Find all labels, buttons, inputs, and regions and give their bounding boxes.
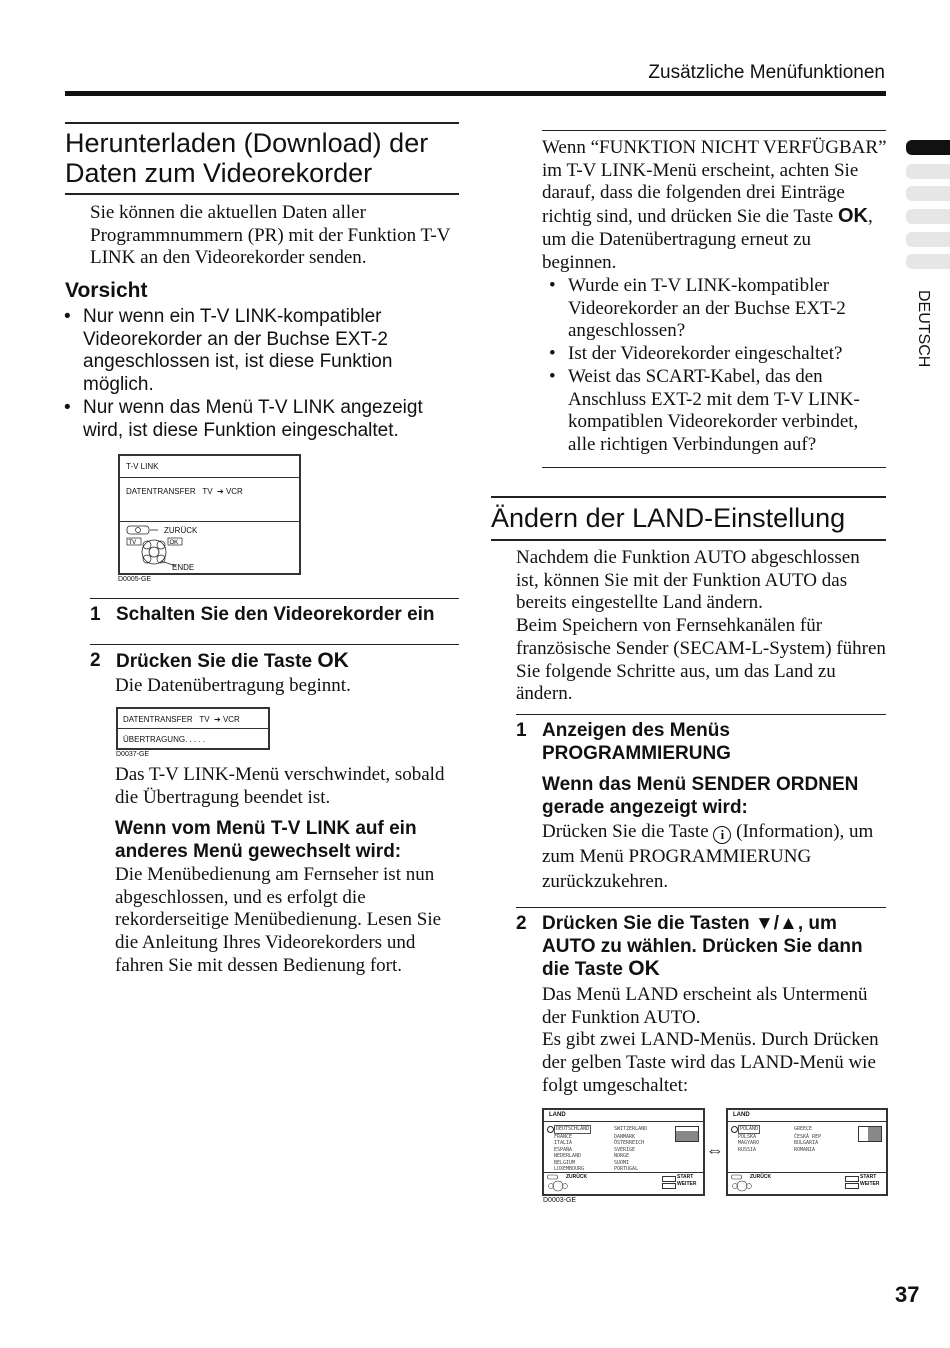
arrow-right-icon: ➔ bbox=[214, 715, 221, 724]
land-list-col2: SWITZERLAND DANMARK ÖSTERREICH SVERIGE NORGE SUOMI PORTUGAL bbox=[614, 1126, 648, 1172]
ok-key-label: OK bbox=[317, 649, 349, 672]
menu-title: LAND bbox=[733, 1112, 750, 1118]
step-rule bbox=[90, 598, 459, 599]
heading-rule-top bbox=[65, 122, 459, 124]
color-key-icon bbox=[845, 1176, 859, 1182]
down-up-arrows-icon: ▼/▲ bbox=[754, 913, 798, 934]
header-rule bbox=[65, 91, 886, 96]
menu-back-label: ZURÜCK bbox=[566, 1174, 588, 1180]
menu-divider bbox=[544, 1172, 703, 1173]
heading-rule-top bbox=[491, 496, 886, 498]
section-tab bbox=[906, 232, 950, 247]
right-intro: Nachdem die Funktion AUTO abgeschlossen ist, können Sie mit der Funktion AUTO das bereits eingestellte Land ändern. Beim Speichern von Fernsehkanälen für französische Sender (SECAM-L-System) führen Sie folgende Schritte aus, um das Land zu ändern. bbox=[516, 547, 886, 705]
menu-title: T-V LINK bbox=[126, 462, 159, 471]
figure-code: D0005-GE bbox=[118, 576, 152, 583]
right-step-1: 1 Anzeigen des Menüs PROGRAMMIERUNG bbox=[516, 720, 731, 764]
note-text: Wenn “FUNKTION NICHT VERFÜGBAR” im T-V LINK-Menü erscheint, achten Sie darauf, dass die folgenden drei Einträge richtig sind, und drücken Sie die Taste OK, um die Datenübertragung erneut zu beginnen. bbox=[542, 137, 887, 273]
section-tab bbox=[906, 164, 950, 179]
land-menu-screen-a bbox=[542, 1108, 705, 1196]
info-icon: i bbox=[713, 826, 731, 844]
color-key-icon bbox=[845, 1183, 859, 1189]
page-indicator-icon bbox=[675, 1126, 699, 1142]
menu-status: ÜBERTRAGUNG. . . . . bbox=[123, 735, 206, 744]
swap-arrows-icon: ⇔ bbox=[706, 1140, 724, 1160]
heading-rule-bottom bbox=[491, 539, 886, 541]
menu-divider bbox=[118, 728, 268, 729]
menu-title: LAND bbox=[549, 1112, 566, 1118]
note-item: • Weist das SCART-Kabel, das den Anschluss EXT-2 mit dem T-V LINK-kompatiblen Videorekorder verbindet, alle richtigen Verbindungen auf? bbox=[549, 366, 887, 457]
section-tab bbox=[906, 209, 950, 224]
svg-text:OK: OK bbox=[169, 540, 179, 546]
note-item: • Ist der Videorekorder eingeschaltet? bbox=[549, 343, 887, 366]
left-step-2: 2 Drücken Sie die Taste OK bbox=[90, 649, 349, 672]
transfer-menu-screen bbox=[116, 707, 270, 750]
menu-divider bbox=[728, 1172, 886, 1173]
section-tab bbox=[906, 186, 950, 201]
right-step-1-subheading: Wenn das Menü SENDER ORDNEN gerade angezeigt wird: bbox=[542, 774, 859, 818]
step-rule bbox=[516, 714, 886, 715]
land-list-col1: POLAND POLSKA MAGYARO RUSSIA bbox=[738, 1126, 760, 1153]
menu-row: DATENTRANSFER TV ➔ VCR bbox=[126, 487, 243, 496]
menu-next-label: WEITER bbox=[677, 1181, 697, 1187]
left-after-menu: Das T-V LINK-Menü verschwindet, sobald die Übertragung beendet ist. bbox=[115, 764, 445, 808]
svg-text:TV: TV bbox=[128, 540, 137, 546]
left-step-2-sub: Die Datenübertragung beginnt. bbox=[115, 675, 351, 696]
menu-start-label: START bbox=[677, 1174, 694, 1180]
caution-item: • Nur wenn ein T-V LINK-kompatibler Videorekorder an der Buchse EXT-2 angeschlossen ist, ist diese Funktion möglich. bbox=[64, 306, 456, 397]
right-step-2-sub: Das Menü LAND erscheint als Untermenü der Funktion AUTO. Es gibt zwei LAND-Menüs. Durch Drücken der gelben Taste wird das LAND-Menü wie folgt umgeschaltet: bbox=[542, 984, 879, 1096]
right-step-1-subtext: Drücken Sie die Taste i (Information), um zum Menü PROGRAMMIERUNG zurückzukehren. bbox=[542, 821, 874, 892]
menu-divider bbox=[120, 477, 299, 478]
step-rule bbox=[516, 907, 886, 908]
note-rule-bottom bbox=[542, 467, 886, 468]
menu-divider bbox=[120, 521, 299, 522]
tvlink-menu-screen bbox=[118, 454, 301, 575]
land-list-col2: GREECE ČESKÁ REP BULGARIA ROMANIA bbox=[794, 1126, 822, 1153]
land-list-col1: DEUTSCHLAND FRANCE ITALIA ESPAÑA NEDERLAND BELGIUM LUXEMBOURG bbox=[554, 1126, 590, 1172]
menu-next-label: WEITER bbox=[860, 1181, 880, 1187]
step-rule bbox=[90, 644, 459, 645]
menu-back-label: ZURÜCK bbox=[164, 526, 198, 535]
switch-text: Die Menübedienung am Fernseher ist nun abgeschlossen, und es erfolgt die rekorderseitige Menübedienung. Lesen Sie die Anleitung Ihres Videorekorders und fahren Sie mit dessen Bedienung fort. bbox=[115, 864, 442, 976]
caution-item: • Nur wenn das Menü T-V LINK angezeigt wird, ist diese Funktion eingeschaltet. bbox=[64, 397, 456, 442]
running-header: Zusätzliche Menüfunktionen bbox=[648, 62, 885, 83]
section-tab bbox=[906, 254, 950, 269]
ok-key-label: OK bbox=[837, 205, 868, 228]
color-key-icon bbox=[662, 1176, 676, 1182]
right-heading: Ändern der LAND-Einstellung bbox=[491, 503, 846, 533]
menu-divider bbox=[544, 1121, 703, 1122]
left-heading: Herunterladen (Download) der Daten zum Videorekorder bbox=[65, 128, 429, 188]
selection-marker-icon bbox=[547, 1126, 554, 1133]
note-rule-top bbox=[542, 130, 886, 131]
page-indicator-icon bbox=[858, 1126, 882, 1142]
ok-key-label: OK bbox=[628, 957, 660, 981]
menu-end-label: ENDE bbox=[172, 563, 195, 572]
figure-code: D0003-GE bbox=[543, 1197, 577, 1204]
caution-list bbox=[64, 306, 456, 442]
color-key-icon bbox=[662, 1183, 676, 1189]
language-label: DEUTSCH bbox=[915, 290, 932, 368]
note-list bbox=[549, 275, 887, 457]
menu-start-label: START bbox=[860, 1174, 877, 1180]
right-step-2: 2 Drücken Sie die Tasten ▼/▲, um AUTO zu wählen. Drücken Sie dann die Taste OK bbox=[516, 913, 863, 981]
left-step-1: 1 Schalten Sie den Videorekorder ein bbox=[90, 604, 435, 625]
left-intro: Sie können die aktuellen Daten aller Programmnummern (PR) mit der Funktion T-V LINK an den Videorekorder senden. bbox=[90, 202, 451, 269]
switch-heading: Wenn vom Menü T-V LINK auf ein anderes Menü gewechselt wird: bbox=[115, 818, 417, 862]
land-menu-screen-b bbox=[726, 1108, 888, 1196]
selection-marker-icon bbox=[731, 1126, 738, 1133]
note-item: • Wurde ein T-V LINK-kompatibler Videorekorder an der Buchse EXT-2 angeschlossen? bbox=[549, 275, 887, 343]
menu-divider bbox=[728, 1121, 886, 1122]
menu-back-label: ZURÜCK bbox=[750, 1174, 772, 1180]
caution-title: Vorsicht bbox=[65, 279, 148, 302]
menu-row: DATENTRANSFER TV ➔ VCR bbox=[123, 715, 240, 724]
arrow-right-icon: ➔ bbox=[217, 487, 224, 496]
figure-code: D0037-GE bbox=[116, 751, 150, 758]
heading-rule-bottom bbox=[65, 193, 459, 195]
section-tab-active bbox=[906, 140, 950, 155]
page-number: 37 bbox=[895, 1282, 920, 1307]
